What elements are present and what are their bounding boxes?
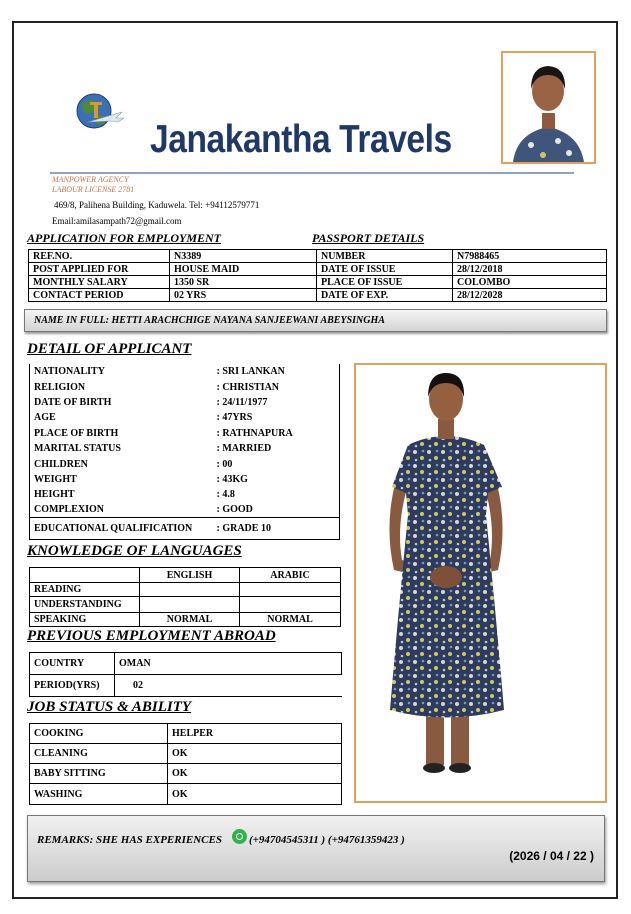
full-name-bar: NAME IN FULL: HETTI ARACHCHIGE NAYANA SANJEEWANI ABEYSINGHA (24, 309, 607, 332)
table-label: PERIOD(YRS) (30, 675, 115, 697)
table-value: : 47YRS (213, 410, 340, 425)
table-value: : SRI LANKAN (213, 364, 340, 379)
table-label: COMPLEXION (30, 503, 213, 518)
table-value: 28/12/2028 (453, 289, 607, 302)
table-row (30, 597, 341, 613)
header-rule (50, 172, 574, 174)
whatsapp-icon (232, 829, 247, 844)
table-value: OK (168, 784, 342, 805)
table-row (30, 410, 340, 425)
table-label: NUMBER (317, 250, 453, 263)
table-value (240, 583, 341, 597)
table-value: NORMAL (240, 613, 341, 627)
job-status-table (29, 723, 342, 805)
table-label: DATE OF EXP. (317, 289, 453, 302)
table-value: HOUSE MAID (170, 263, 317, 276)
company-name: Janakantha Travels (150, 118, 452, 161)
table-row (30, 426, 340, 441)
table-value (140, 597, 240, 613)
table-value: 02 (115, 675, 342, 697)
table-label: PLACE OF ISSUE (317, 276, 453, 289)
table-row (29, 263, 607, 276)
table-label: AGE (30, 410, 213, 425)
application-section-title: APPLICATION FOR EMPLOYMENT (27, 231, 222, 245)
table-label: REF.NO. (29, 250, 170, 263)
table-row (30, 784, 342, 805)
table-label: NATIONALITY (30, 364, 213, 379)
applicant-details-table (29, 364, 340, 540)
languages-section-title: KNOWLEDGE OF LANGUAGES (27, 543, 242, 559)
table-row (30, 653, 342, 675)
applicant-full-body-photo (354, 363, 607, 803)
table-row (30, 744, 342, 764)
table-row (29, 276, 607, 289)
remarks-line (37, 829, 405, 846)
table-label: CHILDREN (30, 456, 213, 471)
table-label: SPEAKING (30, 613, 140, 627)
table-label: CLEANING (30, 744, 168, 764)
table-row (30, 395, 340, 410)
remarks-text: REMARKS: SHE HAS EXPERIENCES (37, 834, 222, 846)
employment-section-title: PREVIOUS EMPLOYMENT ABROAD (27, 628, 276, 644)
table-label: WEIGHT (30, 472, 213, 487)
table-value: OK (168, 764, 342, 784)
table-row (30, 675, 342, 697)
table-label: BABY SITTING (30, 764, 168, 784)
table-value: 02 YRS (170, 289, 317, 302)
labour-license: LABOUR LICENSE 2781 (52, 185, 135, 194)
table-value (240, 597, 341, 613)
table-row (29, 289, 607, 302)
table-label: POST APPLIED FOR (29, 263, 170, 276)
table-value: : CHRISTIAN (213, 379, 340, 394)
table-header: ENGLISH (140, 568, 240, 583)
detail-section-title: DETAIL OF APPLICANT (27, 341, 192, 357)
table-value: 1350 SR (170, 276, 317, 289)
applicant-portrait-photo (501, 51, 596, 164)
table-row (30, 613, 341, 627)
table-value: 28/12/2018 (453, 263, 607, 276)
job-section-title: JOB STATUS & ABILITY (27, 699, 192, 715)
table-label: READING (30, 583, 140, 597)
table-row (30, 503, 340, 518)
table-label: HEIGHT (30, 487, 213, 502)
table-label: MONTHLY SALARY (29, 276, 170, 289)
table-row (30, 724, 342, 744)
table-value: COLOMBO (453, 276, 607, 289)
table-header: ARABIC (240, 568, 341, 583)
table-value: : 00 (213, 456, 340, 471)
table-value: OK (168, 744, 342, 764)
table-label: EDUCATIONAL QUALIFICATION (30, 518, 213, 540)
table-row (30, 487, 340, 502)
table-value: : GOOD (213, 503, 340, 518)
application-table (28, 249, 607, 302)
table-label: COUNTRY (30, 653, 115, 675)
table-value: N3389 (170, 250, 317, 263)
table-row (30, 441, 340, 456)
table-row (30, 379, 340, 394)
remarks-phone-numbers: (+94704545311 ) (+94761359423 ) (248, 834, 405, 846)
table-label: RELIGION (30, 379, 213, 394)
agency-type: MANPOWER AGENCY (52, 175, 129, 184)
table-header-empty (30, 568, 140, 583)
table-value: HELPER (168, 724, 342, 744)
table-value: NORMAL (140, 613, 240, 627)
table-row (30, 472, 340, 487)
remarks-date: (2026 / 04 / 22 ) (509, 849, 594, 863)
table-label: MARITAL STATUS (30, 441, 213, 456)
table-value: : 43KG (213, 472, 340, 487)
table-row (30, 456, 340, 471)
table-label: WASHING (30, 784, 168, 805)
table-row (30, 764, 342, 784)
passport-section-title: PASSPORT DETAILS (312, 231, 425, 245)
table-value: : RATHNAPURA (213, 426, 340, 441)
table-value: OMAN (115, 653, 342, 675)
table-row (30, 583, 341, 597)
table-label: PLACE OF BIRTH (30, 426, 213, 441)
remarks-box (27, 815, 605, 882)
table-value: : 24/11/1977 (213, 395, 340, 410)
table-label: COOKING (30, 724, 168, 744)
globe-logo-icon (74, 92, 126, 132)
table-label: UNDERSTANDING (30, 597, 140, 613)
table-label: DATE OF BIRTH (30, 395, 213, 410)
table-value: : 4.8 (213, 487, 340, 502)
table-row (30, 518, 340, 540)
table-label: DATE OF ISSUE (317, 263, 453, 276)
company-address: 469/8, Palihena Building, Kaduwela. Tel: +94112579771 (54, 200, 260, 210)
table-value: : MARRIED (213, 441, 340, 456)
table-row (30, 364, 340, 379)
employment-table (29, 652, 342, 697)
table-row (29, 250, 607, 263)
company-email: Email:amilasampath72@gmail.com (52, 216, 182, 226)
table-value: N7988465 (453, 250, 607, 263)
languages-table (29, 567, 341, 627)
table-value (140, 583, 240, 597)
table-row (30, 568, 341, 583)
table-value: : GRADE 10 (213, 518, 340, 540)
table-label: CONTACT PERIOD (29, 289, 170, 302)
